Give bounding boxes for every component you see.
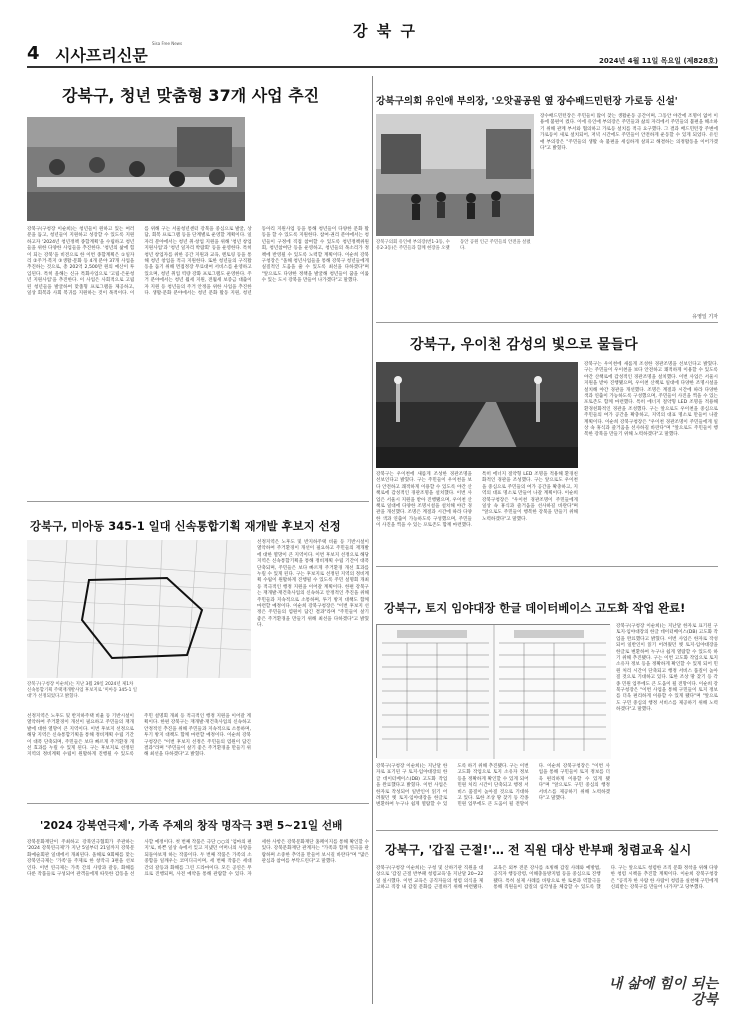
- map-icon: [27, 540, 251, 678]
- article2-caption: 강북구의회 유인애 부의장(번1-3동, 수유2·3동)은 주민들과 함께 현장을 오랫동안 공원 인근 주민들의 안전을 살폈다.: [376, 240, 531, 251]
- section-title: 강 북 구: [353, 22, 417, 40]
- riverside-night-photo-icon: [376, 362, 578, 468]
- article3-photo: [376, 362, 578, 468]
- park-photo-icon: [376, 114, 534, 236]
- article2-body: 장수배드민턴장은 주민들이 많이 찾는 생활운동 공간이며, 그동안 야간에 조명이 없어 이용에 불편이 컸다. 이에 유인애 부의장은 주민들과 삶의 자리에서 주민들의 불편을 해소하기 위해 관계 부서와 협의하고 가로등 설치를 적극 요구했다. 그 결과 배드민턴장 주변에 가로등이 새로 설치되어, 저녁 시간에도 주민들이 안전하게 운동할 수 있게 되었다. 유인애 부의장은 "주민들의 생활 속 불편을 세심하게 살피고 해결하는 의정활동을 이어가겠다"고 밝혔다.: [540, 114, 718, 152]
- page-number: 4: [27, 43, 40, 64]
- paper-name: 시사프리신문: [55, 46, 148, 65]
- divider-2-3: [376, 322, 718, 323]
- article1-body: 강북구(구청장 이순희)는 청년들이 원하고 있는 여러분을 돕고, 청년들이 지원하고 성장할 수 있도록 지원하고자 '2024년 청년정책 종합계획'을 수립하고 청년들을 위한 다양한 사업들을 추진한다. '청년의 삶에 힘이 되는 강북'을 비전으로 한 이번 종합계획은 ①일자리 ②주거·복지 ③생활·문화 등 4개 분야 37개 사업을 추진하는 것으로, 총 202억 2,500만 원의 예산이 투입된다. 특히 올해는 신규 특화사업으로 '고립·은둔청년 지원사업'을 추진한다. 이 사업은 사회적으로 고립된 청년들을 발굴하여 맞춤형 프로그램을 제공하고, 일상 회복과 사회 복귀를 지원하는 것이 목적이다. 이를 위해 구는 서울청년센터 강북을 중심으로 발굴, 상담, 회복 프로그램 등을 단계별로 운영할 계획이다. 일자리 분야에서는 청년 취·창업 지원을 위해 '청년 창업 지원사업'과 '청년 일자리 박람회' 등을 운영한다. 특히 청년 창업자를 위한 공간 지원과 교육, 멘토링 등을 통해 청년 창업을 적극 지원한다. 또한 청년들의 구직활동을 돕기 위해 면접정장 무료대여 서비스를 운영하고 있으며, 청년 취업 역량 강화 프로그램도 운영한다. 주거 분야에서는 청년 월세 지원, 전월세 보증금 대출이자 지원 등 청년들의 주거 안정을 위한 사업을 추진한다. 생활·문화 분야에서는 청년 문화 활동 지원, 청년 동아리 지원사업 등을 통해 청년들이 다양한 문화 활동을 할 수 있도록 지원한다. 참여·권리 분야에서는 청년들이 구정에 직접 참여할 수 있도록 청년정책위원회, 청년참여단 등을 운영하고, 청년들의 목소리가 정책에 반영될 수 있도록 노력할 계획이다. 이순희 강북구청장은 "올해 청년사업들을 통해 강북구 청년들에게 실질적인 도움을 줄 수 있도록 최선을 다하겠다"며 "앞으로도 다양한 정책을 발굴해 청년들이 꿈을 이룰 수 있는 도시 강북을 만들어 나가겠다"고 말했다.: [27, 227, 369, 297]
- article4-title: 강북구, 미아동 345-1 일대 신속통합기획 재개발 후보지 선정: [30, 519, 341, 533]
- divider-5-7: [376, 830, 718, 831]
- article5-title: 강북구, 토지 임야대장 한글 데이터베이스 고도화 작업 완료!: [384, 601, 686, 615]
- column-divider: [372, 76, 373, 1004]
- article4-map: [27, 540, 251, 678]
- article4-caption: 강북구(구청장 이순희)는 지난 3월 29일 2024년 제1차 신속통합기획 주택재개발사업 후보지로 '미아동 345-1 일대'가 선정되었다고 밝혔다.: [27, 682, 138, 699]
- article7-body: 강북구(구청장 이순희)는 구청 및 산하기관 직원을 대상으로 '갑질 근절 반부패 청렴교육'을 지난달 20~22일 실시했다. 이번 교육은 공직자들의 청렴 의식을 제고하고 직장 내 갑질 문화를 근절하기 위해 마련됐다. 교육은 외부 전문 강사를 초빙해 갑질 사례와 예방법, 공직자 행동강령, 이해충돌방지법 등을 중심으로 진행됐다. 특히 실제 사례를 바탕으로 한 토론과 역할극을 통해 직원들이 갑질의 심각성을 체감할 수 있도록 했다. 구는 앞으로도 청렴한 조직 문화 정착을 위해 다양한 청렴 시책을 추진할 계획이다. 이순희 강북구청장은 "공직자 한 사람 한 사람이 청렴을 실천해 구민에게 신뢰받는 강북구를 만들어 나가자"고 당부했다.: [376, 866, 718, 891]
- land-ledger-document-icon: [377, 625, 611, 759]
- article6-title: '2024 강북연극제', 가족 주제의 창작 명작극 3편 5~21일 선배: [40, 820, 343, 832]
- logo-text: 내 삶에 힘이 되는 강북: [608, 976, 718, 1008]
- masthead: [0, 0, 743, 65]
- article3-body-side: 강북구는 우이천에 새롭게 조성한 경관조명을 선보인다고 밝혔다. 구는 주민들이 우이천을 보다 안전하고 쾌적하게 이용할 수 있도록 야간 산책로에 감성적인 경관조명을 설치했다. 이번 사업은 서울시 지원을 받아 진행됐으며, 우이천 산책로 일대에 다양한 조명시설을 설치해 야간 경관을 개선했다. 조명은 계절과 시간에 따라 다양한 색과 연출이 가능하도록 구성했으며, 주민들이 사진을 찍을 수 있는 포토존도 함께 마련했다. 특히 에너지 절약형 LED 조명을 적용해 환경친화적인 경관을 조성했다. 구는 앞으로도 우이천을 중심으로 주민들의 여가 공간을 확충하고, 지역의 대표 명소로 만들어 나갈 계획이다. 이순희 강북구청장은 "우이천 경관조명이 주민들에게 일상 속 휴식과 즐거움을 선사하길 바란다"며 "앞으로도 주민들이 행복한 강북을 만들기 위해 노력하겠다"고 말했다.: [584, 362, 718, 438]
- article2-byline: 유영일 기자: [692, 314, 718, 320]
- divider-3-5: [376, 566, 718, 567]
- article3-body: 강북구는 우이천에 새롭게 조성한 경관조명을 선보인다고 밝혔다. 구는 주민들이 우이천을 보다 안전하고 쾌적하게 이용할 수 있도록 야간 산책로에 감성적인 경관조명을 설치했다. 이번 사업은 서울시 지원을 받아 진행됐으며, 우이천 산책로 일대에 다양한 조명시설을 설치해 야간 경관을 개선했다. 조명은 계절과 시간에 따라 다양한 색과 연출이 가능하도록 구성했으며, 주민들이 사진을 찍을 수 있는 포토존도 함께 마련했다. 특히 에너지 절약형 LED 조명을 적용해 환경친화적인 경관을 조성했다. 구는 앞으로도 우이천을 중심으로 주민들의 여가 공간을 확충하고, 지역의 대표 명소로 만들어 나갈 계획이다. 이순희 강북구청장은 "우이천 경관조명이 주민들에게 일상 속 휴식과 즐거움을 선사하길 바란다"며 "앞으로도 주민들이 행복한 강북을 만들기 위해 노력하겠다"고 말했다.: [376, 472, 578, 529]
- divider-4-6: [27, 803, 369, 804]
- meeting-photo-icon: [27, 117, 245, 221]
- header-rule: [27, 66, 718, 68]
- article5-body-side: 강북구(구청장 이순희)는 지난달 한자로 표기된 구 토지·임야대장의 한글 데이터베이스(DB) 고도화 작업을 완료했다고 밝혔다. 이번 사업은 한자로 작성되어 일반인이 읽기 어려웠던 옛 토지·임야대장을 한글로 변환하여 누구나 쉽게 열람할 수 있도록 하기 위해 추진됐다. 구는 이번 고도화 작업으로 토지 소유자 정보 등을 정확하게 확인할 수 있게 되어 민원 처리 시간이 단축되고 행정 서비스 품질이 높아질 것으로 기대하고 있다. 또한 조상 땅 찾기 등 각종 민원 업무에도 큰 도움이 될 전망이다. 이순희 강북구청장은 "이번 사업을 통해 구민들이 토지 정보를 더욱 편리하게 이용할 수 있게 됐다"며 "앞으로도 구민 중심의 행정 서비스를 제공하기 위해 노력하겠다"고 말했다.: [616, 624, 718, 713]
- article6-body: 강북문화재단이 주최하고 강북연극협회가 주관하는 '2024 강북연극제'가 지난 5일부터 21일까지 강북문화예술회관 일대에서 개최된다. 올해로 9회째를 맞는 강북연극제는 '가족'을 주제로 한 창작극 3편을 선보인다. 이번 연극제는 가족 간의 사랑과 갈등, 화해를 다룬 작품들로 구성되어 관객들에게 따뜻한 감동을 선사할 예정이다. 첫 번째 작품은 극단 ○○의 '엄마의 편지'로, 바쁜 일상 속에서 잊고 지냈던 어머니의 사랑을 되돌아보게 하는 작품이다. 두 번째 작품은 가족의 소중함을 일깨우는 코미디극이며, 세 번째 작품은 세대 간의 갈등과 화해를 그린 드라마이다. 모든 공연은 무료로 진행되며, 사전 예약을 통해 관람할 수 있다. 자세한 사항은 강북문화재단 홈페이지를 통해 확인할 수 있다. 강북문화재단 관계자는 "가족과 함께 연극을 관람하며 소중한 추억을 만들어 보시길 바란다"며 "많은 관심과 참여를 부탁드린다"고 말했다.: [27, 840, 369, 878]
- divider-1-4: [27, 501, 369, 502]
- article7-title: 강북구, '갑질 근절!'… 전 직원 대상 반부패 청렴교육 실시: [385, 843, 692, 857]
- article1-title: 강북구, 청년 맞춤형 37개 사업 추진: [62, 86, 320, 105]
- article4-body-side: 선정지역은 노후도 및 반지하주택 비율 등 기반시설이 열악하여 주거환경이 개선이 필요하고 주민들의 재개발에 대한 열망이 큰 지역이다. 이번 후보지 선정으로 해당 지역은 신속통합기획을 통해 정비계획 수립 기간이 대폭 단축되며, 주민들은 보다 빠르게 주거환경 개선 효과를 누릴 수 있게 된다. 구는 후보지로 선정된 지역의 정비계획 수립이 원활하게 진행될 수 있도록 주민 설명회 개최 등 적극적인 행정 지원을 이어갈 계획이다. 한편 강북구는 재개발·재건축사업의 신속하고 안정적인 추진을 위해 주민들과 지속적으로 소통하며, 투기 방지 대책도 함께 마련할 예정이다. 이순희 강북구청장은 "이번 후보지 선정은 주민들의 염원이 담긴 결과"라며 "주민들이 살기 좋은 주거환경을 만들기 위해 최선을 다하겠다"고 밝혔다.: [257, 540, 369, 629]
- article3-title: 강북구, 우이천 감성의 빛으로 물들다: [410, 337, 638, 353]
- article5-photo: [376, 624, 610, 758]
- article4-body: 선정지역은 노후도 및 반지하주택 비율 등 기반시설이 열악하여 주거환경이 개선이 필요하고 주민들의 재개발에 대한 열망이 큰 지역이다. 이번 후보지 선정으로 해당 지역은 신속통합기획을 통해 정비계획 수립 기간이 대폭 단축되며, 주민들은 보다 빠르게 주거환경 개선 효과를 누릴 수 있게 된다. 구는 후보지로 선정된 지역의 정비계획 수립이 원활하게 진행될 수 있도록 주민 설명회 개최 등 적극적인 행정 지원을 이어갈 계획이다. 한편 강북구는 재개발·재건축사업의 신속하고 안정적인 추진을 위해 주민들과 지속적으로 소통하며, 투기 방지 대책도 함께 마련할 예정이다. 이순희 강북구청장은 "이번 후보지 선정은 주민들의 염원이 담긴 결과"라며 "주민들이 살기 좋은 주거환경을 만들기 위해 최선을 다하겠다"고 밝혔다.: [27, 714, 251, 758]
- article5-body: 강북구(구청장 이순희)는 지난달 한자로 표기된 구 토지·임야대장의 한글 데이터베이스(DB) 고도화 작업을 완료했다고 밝혔다. 이번 사업은 한자로 작성되어 일반인이 읽기 어려웠던 옛 토지·임야대장을 한글로 변환하여 누구나 쉽게 열람할 수 있도록 하기 위해 추진됐다. 구는 이번 고도화 작업으로 토지 소유자 정보 등을 정확하게 확인할 수 있게 되어 민원 처리 시간이 단축되고 행정 서비스 품질이 높아질 것으로 기대하고 있다. 또한 조상 땅 찾기 등 각종 민원 업무에도 큰 도움이 될 전망이다. 이순희 강북구청장은 "이번 사업을 통해 구민들이 토지 정보를 더욱 편리하게 이용할 수 있게 됐다"며 "앞으로도 구민 중심의 행정 서비스를 제공하기 위해 노력하겠다"고 말했다.: [376, 764, 610, 808]
- article2-title: 강북구의회 유인애 부의장, '오앗골공원 옆 장수배드민턴장 가로등 신설': [376, 96, 678, 107]
- article2-photo: [376, 114, 534, 236]
- article1-photo: [27, 117, 245, 221]
- issue-date: 2024년 4월 11일 목요일 (제828호): [599, 57, 718, 65]
- gangbuk-slogan-logo: [602, 976, 718, 1020]
- paper-name-en: Sisa Free News: [152, 41, 183, 46]
